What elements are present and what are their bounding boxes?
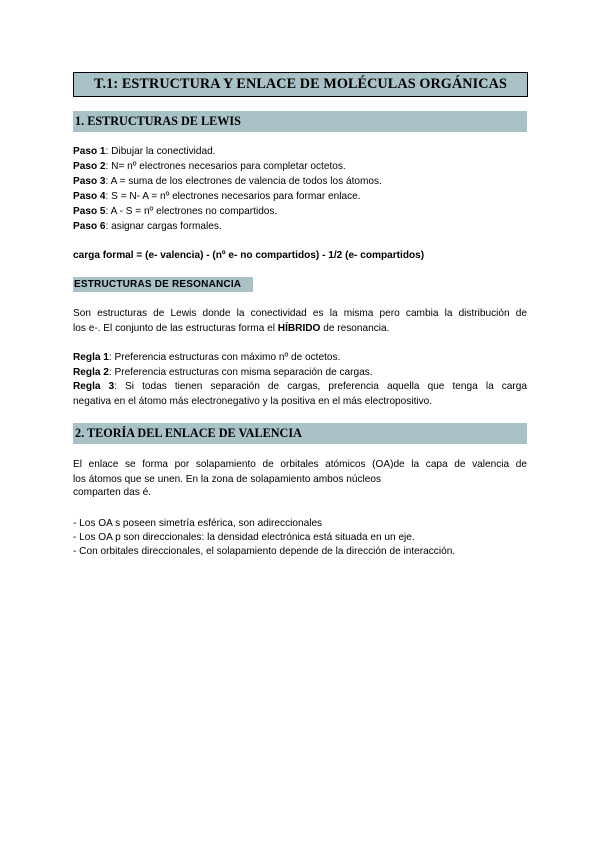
rule-text: : Preferencia estructuras con misma separación de cargas.: [108, 367, 373, 378]
resonance-intro: [73, 306, 527, 336]
vb-line-3: comparten das é.: [73, 487, 151, 498]
step-text: : S = N- A = nº electrones necesarios para formar enlace.: [105, 191, 361, 202]
step-text: : N= nº electrones necesarios para completar octetos.: [105, 161, 346, 172]
step-label: Paso 2: [73, 161, 106, 172]
subheading-resonance: ESTRUCTURAS DE RESONANCIA: [73, 277, 253, 292]
step-text: : A = suma de los electrones de valencia de todos los átomos.: [105, 176, 382, 187]
step-label: Paso 4: [73, 191, 106, 202]
rule-text: : Si todas tienen separación de cargas, preferencia aquella que tenga la carga: [114, 381, 528, 392]
rule-3-line-2: negativa en el átomo más electronegativo y la positiva en el más electropositivo.: [73, 396, 433, 407]
step-label: Paso 3: [73, 176, 106, 187]
lewis-step-4: [73, 190, 361, 203]
step-text: : A - S = nº electrones no compartidos.: [105, 206, 278, 217]
orbital-bullet-3: - Con orbitales direccionales, el solapamiento depende de la dirección de interacción.: [73, 546, 456, 557]
lewis-step-5: [73, 205, 277, 218]
vb-line-2: los átomos que se unen. En la zona de solapamiento ambos núcleos: [73, 474, 382, 485]
resonance-intro-line-1: Son estructuras de Lewis donde la conectividad es la misma pero cambia la distribución de: [73, 308, 527, 319]
text-run: los e-. El conjunto de las estructuras forma el: [73, 323, 278, 334]
valence-bond-paragraph: [73, 457, 527, 499]
text-run: de resonancia.: [320, 323, 390, 334]
rule-3-line-1: [73, 379, 527, 394]
rule-label: Regla 1: [73, 352, 109, 363]
section-heading-lewis: 1. ESTRUCTURAS DE LEWIS: [73, 111, 527, 132]
rule-label: Regla 3: [73, 381, 115, 392]
lewis-step-6: [73, 220, 222, 233]
step-label: Paso 6: [73, 221, 106, 232]
rule-label: Regla 2: [73, 367, 109, 378]
step-text: : asignar cargas formales.: [105, 221, 222, 232]
orbital-bullet-2: - Los OA p son direccionales: la densidad electrónica está situada en un eje.: [73, 532, 415, 543]
step-label: Paso 5: [73, 206, 106, 217]
resonance-intro-line-2: [73, 321, 527, 336]
vb-line-1: El enlace se forma por solapamiento de orbitales atómicos (OA)de la capa de valencia de: [73, 459, 527, 470]
resonance-rule-3: [73, 379, 527, 409]
document-title: T.1: ESTRUCTURA Y ENLACE DE MOLÉCULAS ORGÁNICAS: [73, 72, 528, 97]
resonance-rule-1: [73, 351, 340, 364]
hybrid-term: HÍBRIDO: [277, 323, 321, 334]
orbital-bullet-1: - Los OA s poseen simetría esférica, son adireccionales: [73, 518, 323, 529]
lewis-step-3: [73, 175, 382, 188]
lewis-step-2: [73, 160, 346, 173]
formal-charge-formula: carga formal = (e- valencia) - (nº e- no compartidos) - 1/2 (e- compartidos): [73, 250, 425, 261]
step-label: Paso 1: [73, 146, 106, 157]
section-heading-valence-bond: 2. TEORÍA DEL ENLACE DE VALENCIA: [73, 423, 527, 444]
lewis-step-1: [73, 145, 216, 158]
rule-text: : Preferencia estructuras con máximo nº de octetos.: [108, 352, 341, 363]
step-text: : Dibujar la conectividad.: [105, 146, 216, 157]
resonance-rule-2: [73, 366, 373, 379]
